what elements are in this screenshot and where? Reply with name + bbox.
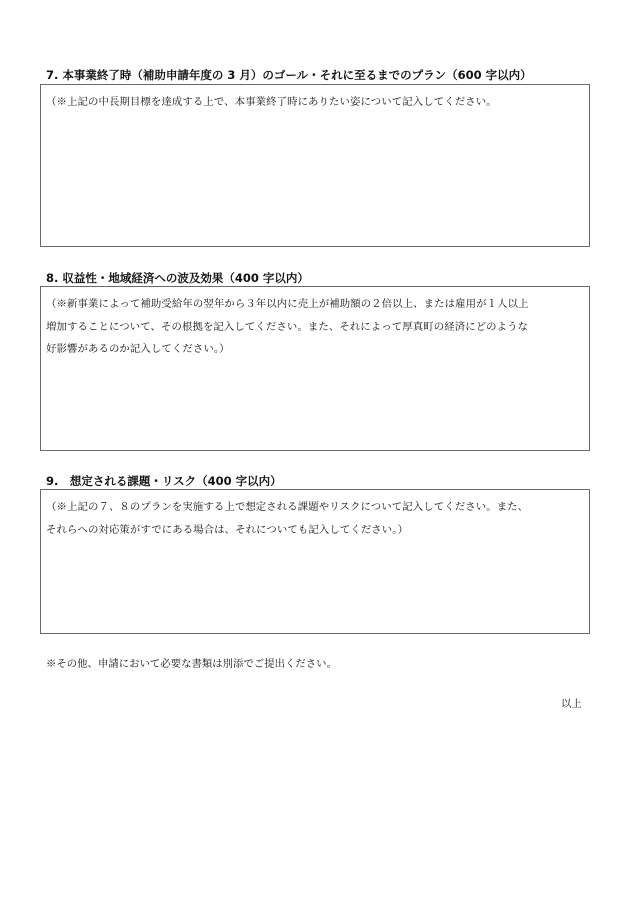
section-7-heading: 7. 本事業終了時（補助申請年度の 3 月）のゴール・それに至るまでのプラン（600 字以内） <box>46 68 532 82</box>
section-9-answer-box[interactable] <box>40 489 590 634</box>
section-9-instruction-line: それらへの対応策がすでにある場合は、それについても記入してください。） <box>46 523 409 536</box>
footer-note: ※その他、申請において必要な書類は別添でご提出ください。 <box>46 658 337 670</box>
section-9-instruction-line: （※上記の７、８のプランを実施する上で想定される課題やリスクについて記入してください。また、 <box>46 501 529 513</box>
end-mark: 以上 <box>561 698 582 710</box>
section-8-instruction-line: （※新事業によって補助受給年の翌年から３年以内に売上が補助額の２倍以上、または雇用が１人以上 <box>46 298 529 310</box>
section-7-answer-box[interactable] <box>40 84 590 247</box>
section-8-instruction-line: 増加することについて、その根拠を記入してください。また、それによって厚真町の経済にどのような <box>46 320 529 333</box>
section-9-heading: 9. 想定される課題・リスク（400 字以内） <box>46 474 282 488</box>
section-8-instruction-line: 好影響があるのか記入してください。） <box>46 343 230 355</box>
section-8-answer-box[interactable] <box>40 286 590 451</box>
section-7-instruction <box>46 91 585 114</box>
section-8-heading: 8. 収益性・地域経済への波及効果（400 字以内） <box>46 271 309 285</box>
section-7-instruction-line: （※上記の中長期目標を達成する上で、本事業終了時にありたい姿について記入してください。 <box>46 96 497 108</box>
section-8-instruction <box>46 293 585 361</box>
section-9-instruction <box>46 496 585 541</box>
